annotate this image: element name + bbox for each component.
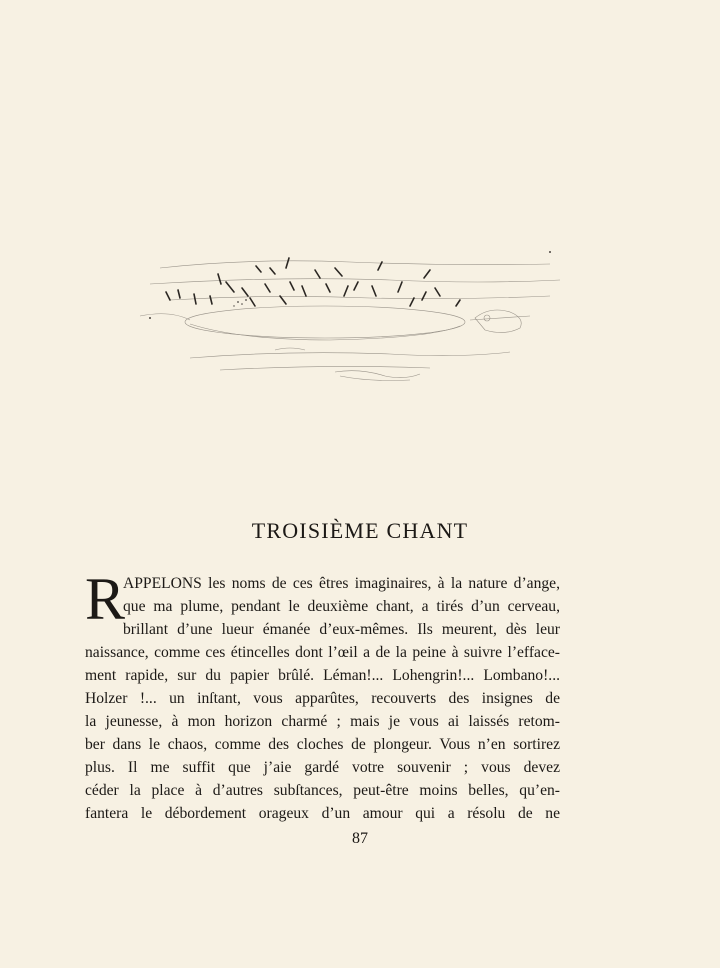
text-line: brillant d’une lueur émanée d’eux-mêmes. Ils meurent, dès leur [123,621,560,638]
text-line: ber dans le chaos, comme des cloches de plongeur. Vous n’en sortirez [85,736,560,753]
chapter-title: TROISIÈME CHANT [251,518,469,543]
text-line: fantera le débordement orageux d’un amour qui a résolu de ne [85,805,560,822]
text-line: ment rapide, sur du papier brûlé. Léman!... Lohengrin!... Lombano!... [85,667,560,684]
text-line: que ma plume, pendant le deuxième chant, a tirés d’un cerveau, [123,598,560,615]
text-line: Holzer !... un inſtant, vous apparûtes, recouverts des insignes de [85,690,560,707]
etched-vignette-illustration [130,240,570,400]
page-number: 87 [352,830,368,847]
drop-cap-letter: R [85,566,126,632]
text-line: naissance, comme ces étincelles dont l’œil a de la peine à suivre l’efface- [85,644,560,661]
text-line: plus. Il me suffit que j’aie gardé votre souvenir ; vous devez [85,759,560,776]
text-line: la jeunesse, à mon horizon charmé ; mais je vous ai laissés retom- [85,713,560,730]
text-line: céder la place à d’autres subſtances, peut-être moins belles, qu’en- [85,782,560,799]
text-line: APPELONS les noms de ces êtres imaginaires, à la nature d’ange, [123,575,560,592]
chapter-body-text [85,566,560,825]
